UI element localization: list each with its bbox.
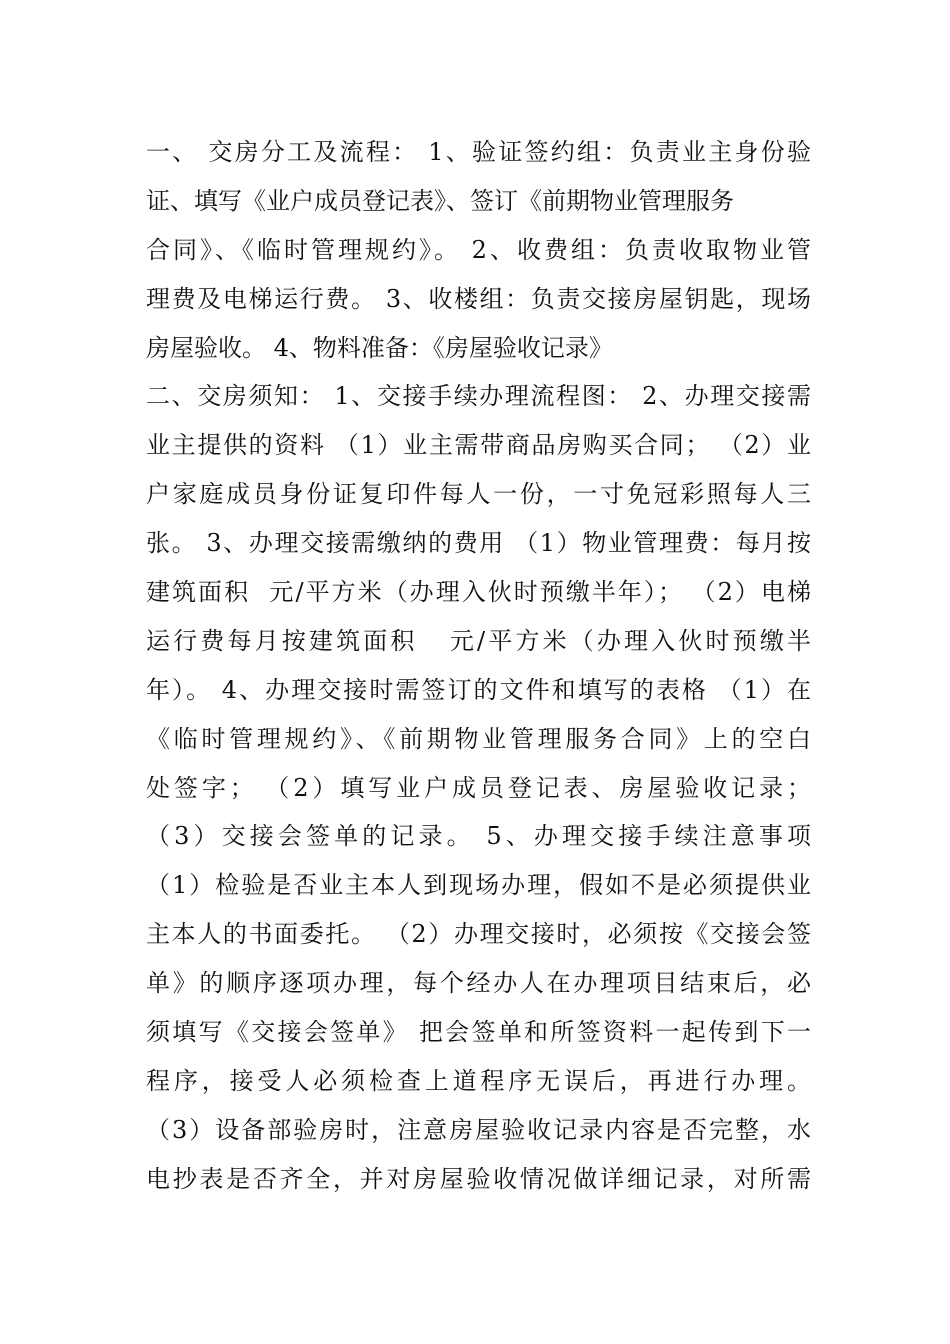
text-line-15: （3）交接会签单的记录。 5、办理交接手续注意事项	[146, 822, 811, 851]
text-line-16: （1）检验是否业主本人到现场办理，假如不是必须提供业	[146, 871, 811, 900]
text-line-17: 主本人的书面委托。 （2）办理交接时，必须按《交接会签	[146, 920, 811, 949]
text-line-14: 处签字； （2）填写业户成员登记表、房屋验收记录；	[146, 773, 811, 802]
text-line-20: 程序，接受人必须检查上道程序无误后，再进行办理。	[146, 1066, 811, 1095]
text-line-9: 张。 3、办理交接需缴纳的费用 （1）物业管理费：每月按	[146, 529, 811, 558]
text-line-8: 户家庭成员身份证复印件每人一份，一寸免冠彩照每人三	[146, 480, 811, 509]
text-line-11: 运行费每月按建筑面积 元/平方米（办理入伙时预缴半	[146, 626, 811, 655]
text-line-12: 年）。 4、办理交接时需签订的文件和填写的表格 （1）在	[146, 675, 811, 704]
text-line-5: 房屋验收。 4、物料准备：《房屋验收记录》	[146, 333, 613, 362]
text-line-7: 业主提供的资料 （1）业主需带商品房购买合同； （2）业	[146, 431, 811, 460]
text-line-22: 电抄表是否齐全，并对房屋验收情况做详细记录，对所需	[146, 1164, 811, 1193]
text-line-21: （3）设备部验房时，注意房屋验收记录内容是否完整，水	[146, 1115, 811, 1144]
text-line-6: 二、交房须知： 1、交接手续办理流程图： 2、办理交接需	[146, 382, 811, 411]
text-line-2: 证、填写《业户成员登记表》、签订《前期物业管理服务	[146, 186, 734, 215]
text-line-10: 建筑面积 元/平方米（办理入伙时预缴半年）； （2）电梯	[146, 578, 811, 607]
document-body	[146, 128, 811, 1204]
text-line-18: 单》的顺序逐项办理，每个经办人在办理项目结束后，必	[146, 969, 811, 998]
text-line-13: 《临时管理规约》、《前期物业管理服务合同》上的空白	[146, 724, 811, 753]
text-line-1: 一、 交房分工及流程： 1、验证签约组：负责业主身份验	[146, 138, 811, 166]
text-line-19: 须填写《交接会签单》 把会签单和所签资料一起传到下一	[146, 1018, 811, 1047]
text-line-4: 理费及电梯运行费。 3、收楼组：负责交接房屋钥匙，现场	[146, 284, 811, 313]
text-line-3: 合同》、《临时管理规约》。 2、收费组：负责收取物业管	[146, 235, 811, 264]
